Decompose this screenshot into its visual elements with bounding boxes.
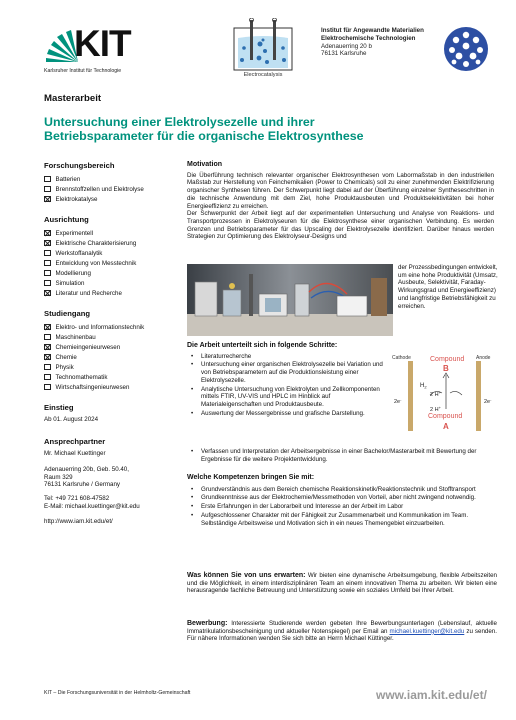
kit-logo <box>44 22 131 82</box>
ansprech-heading: Ansprechpartner <box>44 436 106 446</box>
sidebar <box>44 161 172 536</box>
checkbox-row <box>44 332 172 342</box>
checkbox-label: Entwicklung von Messtechnik <box>55 259 137 267</box>
cathode-label: Cathode <box>392 355 411 361</box>
checkbox-label: Literatur und Recherche <box>55 289 122 297</box>
e-right-label: 2e- <box>484 397 492 405</box>
contact-web[interactable]: http://www.iam.kit.edu/et/ <box>44 518 113 526</box>
checkbox-label: Chemieingenieurwesen <box>55 343 121 351</box>
address-line: 76131 Karlsruhe / Germany <box>44 481 121 489</box>
checkbox-icon[interactable] <box>44 290 51 297</box>
checkbox-row <box>44 238 172 248</box>
checkbox-label: Physik <box>55 363 74 371</box>
checkbox-label: Werkstoffanalytik <box>55 249 103 257</box>
schritt-item-wide-wrap <box>187 448 497 463</box>
checkbox-icon[interactable] <box>44 324 51 331</box>
page-title <box>44 115 484 143</box>
checkbox-label: Technomathematik <box>55 373 108 381</box>
checkbox-row <box>44 184 172 194</box>
kompetenz-item: • Grundverständnis aus dem Bereich chemische Reaktionskinetik/Reaktionstechnik und Stofftransport <box>187 486 497 494</box>
checkbox-row <box>44 342 172 352</box>
kompetenz-item: • Aufgeschlossener Charakter mit der Fähigkeit zur Zusammenarbeit und Kommunikation im Team. Selbständige Arbeitsweise und Motivation sich in ein neues Themengebiet einzuarbeiten. <box>187 512 497 527</box>
checkbox-row <box>44 352 172 362</box>
contact-phone-email <box>44 495 172 510</box>
footer-url[interactable]: www.iam.kit.edu/et/ <box>376 688 487 702</box>
checkbox-row <box>44 278 172 288</box>
title-line: Untersuchung einer Elektrolysezelle und ihrer <box>44 115 315 129</box>
schritt-item: • Auswertung der Messergebnisse und grafische Darstellung. <box>187 410 387 418</box>
hplus-upper-label: 2 H+ <box>430 390 441 398</box>
checkbox-label: Chemie <box>55 353 77 361</box>
checkbox-row <box>44 194 172 204</box>
ec-caption: Electrocatalysis <box>243 72 283 78</box>
checkbox-label: Brennstoffzellen und Elektrolyse <box>55 185 144 193</box>
einstieg-heading: Einstieg <box>44 403 74 412</box>
contact-name: Mr. Michael Kuettinger <box>44 449 106 457</box>
schritt-item: • Verfassen und Interpretation der Arbeitsergebnisse in einer Bachelor/Masterarbeit mit Bewertung der Ergebnisse für die weitere Projektentwicklung. <box>187 448 497 463</box>
institute-name: Institut für Angewandte Materialien <box>321 27 424 34</box>
kit-wordmark: KIT <box>74 23 131 64</box>
checkbox-label: Maschinenbau <box>55 333 96 341</box>
compound-a-label: Compound <box>428 413 463 420</box>
studiengang-list <box>44 322 172 392</box>
checkbox-label: Elektro- und Informationstechnik <box>55 323 145 331</box>
checkbox-label: Batterien <box>55 175 81 183</box>
checkbox-row <box>44 362 172 372</box>
checkbox-row <box>44 258 172 268</box>
electrolysis-setup-image <box>187 264 393 336</box>
schritt-item: • Analytische Untersuchung von Elektrolyten und Zellkomponenten mittels FTIR, UV-VIS und HPLC im Hinblick auf Materialeigenschaften und Produktausbeute. <box>187 386 387 409</box>
schritte-section <box>187 342 387 417</box>
checkbox-label: Elektrische Charakterisierung <box>55 239 137 247</box>
ausrichtung-list <box>44 228 172 298</box>
checkbox-icon[interactable] <box>44 196 51 203</box>
checkbox-icon[interactable] <box>44 176 51 183</box>
forschung-list <box>44 174 172 204</box>
checkbox-icon[interactable] <box>44 354 51 361</box>
checkbox-label: Simulation <box>55 279 85 287</box>
erwarten-section <box>187 572 497 595</box>
lab-setup-photo <box>187 264 393 336</box>
electrocatalysis-logo <box>232 18 294 80</box>
contact-email[interactable]: E-Mail: michael.kuettinger@kit.edu <box>44 502 140 510</box>
erwarten-text: Wir bieten eine dynamische Arbeitsumgebung, flexible Arbeitszeiten und die Möglichkeit, in einem interdisziplinären Team an einem innovativen Thema zu arbeiten. Wir bieten eine herausragende fachliche Betreuung und Unterstützung sowie ein soziales Umfeld bei Ihrer Arbeit. <box>187 572 497 595</box>
checkbox-icon[interactable] <box>44 364 51 371</box>
checkbox-icon[interactable] <box>44 374 51 381</box>
kompetenzen-heading: Welche Kompetenzen bringen Sie mit: <box>187 474 315 481</box>
schritte-heading: Die Arbeit unterteilt sich in folgende Schritte: <box>187 342 338 349</box>
checkbox-icon[interactable] <box>44 230 51 237</box>
ausrichtung-heading: Ausrichtung <box>44 215 89 224</box>
institute-sphere-logo <box>443 26 489 72</box>
compound-a-letter: A <box>443 422 449 431</box>
checkbox-row <box>44 288 172 298</box>
forschung-heading: Forschungsbereich <box>44 161 115 170</box>
checkbox-row <box>44 248 172 258</box>
checkbox-icon[interactable] <box>44 384 51 391</box>
checkbox-row <box>44 174 172 184</box>
anode-label: Anode <box>476 355 491 361</box>
checkbox-icon[interactable] <box>44 270 51 277</box>
erwarten-heading: Was können Sie von uns erwarten: <box>187 572 306 579</box>
checkbox-row <box>44 372 172 382</box>
institute-dept: Elektrochemische Technologien <box>321 34 416 42</box>
kompetenz-item: • Grundkenntnisse aus der Elektrochemie/Messmethoden von Vorteil, aber nicht zwingend notwendig. <box>187 494 497 502</box>
kompetenzen-section <box>187 474 497 527</box>
checkbox-label: Experimentell <box>55 229 93 237</box>
kompetenz-item: • Erste Erfahrungen in der Laborarbeit und Interesse an der Arbeit im Labor <box>187 503 497 511</box>
e-left-label: 2e- <box>394 397 402 405</box>
h2-label: $H_2$ <box>420 383 427 390</box>
checkbox-icon[interactable] <box>44 240 51 247</box>
checkbox-label: Wirtschaftsingenieurwesen <box>55 383 130 391</box>
einstieg-date: Ab 01. August 2024 <box>44 416 99 423</box>
motivation-p2: Der Schwerpunkt der Arbeit liegt auf der experimentellen Untersuchung und Analyse von Reaktions- und Transportprozessen in Elektrolyseuren für die Elektrosynthese einer organischen Verbindung. Es werden Grenzen und Betriebsparameter für das Upscaling der Elektrolysezelle identifiziert. Darüber hinaus werden Strategien zur Optimierung des Elektrolyseur-Designs und <box>187 210 494 241</box>
contact-phone: Tel: +49 721 608-47582 <box>44 494 110 502</box>
checkbox-icon[interactable] <box>44 334 51 341</box>
motivation-p3: der Prozessbedingungen entwickelt, um eine hohe Produktivität (Umsatz, Ausbeute, Selektivität, Faraday-Wirkungsgrad und Energieeffizienz) und langfristige Betriebsfähigkeit zu erreichen. <box>398 264 498 310</box>
address-line: Adenauerring 20b, Geb. 50.40, <box>44 466 129 474</box>
bewerbung-section <box>187 620 497 643</box>
checkbox-icon[interactable] <box>44 186 51 193</box>
checkbox-label: Modellierung <box>55 269 91 277</box>
electrolysis-scheme <box>390 353 498 435</box>
checkbox-label: Elektrokatalyse <box>55 195 98 203</box>
checkbox-icon[interactable] <box>44 344 51 351</box>
address-line: Raum 329 <box>44 473 73 481</box>
footer-left: KIT – Die Forschungsuniversität in der Helmholtz-Gemeinschaft <box>44 690 191 696</box>
hplus-lower-label: 2 H+ <box>430 405 441 413</box>
document-type: Masterarbeit <box>44 93 102 104</box>
bewerbung-heading: Bewerbung: <box>187 620 228 627</box>
institute-address <box>321 27 424 58</box>
checkbox-row <box>44 322 172 332</box>
kit-subline: Karlsruher Institut für Technologie <box>44 68 122 74</box>
motivation-p1: Die Überführung technisch relevanter organischer Elektrosynthesen vom Labormaßstab in den industriellen Maßstab zur Herstellung von Feinchemikalien (Power to Chemicals) soll zu einer zunehmenden Elektrifizierung organischer Synthesen führen. Der Schwerpunkt liegt dabei auf der Überführung einzelner Syntheseschritten in die technische Anwendung mit dem Ziel, hohe Produktausbeuten und Produktselektivitäten bei hoher Energieeffizienz zu erreichen. <box>187 171 494 210</box>
checkbox-icon[interactable] <box>44 260 51 267</box>
title-line: Betriebsparameter für die organische Elektrosynthese <box>44 129 364 144</box>
checkbox-row <box>44 382 172 392</box>
flask-icon <box>232 18 294 72</box>
bewerbung-text2: zu senden. Für nähere Informationen wenden Sie sich bitte an Herrn Michael Küttinger. <box>187 627 497 643</box>
contact-address <box>44 466 172 489</box>
schritt-item: • Untersuchung einer organischen Elektrolysezelle bei Variation und von Betriebsparametern auf die Produktionsleistung einer Elektrolysezelle. <box>187 361 387 384</box>
schritt-item: • Literaturrecherche <box>187 353 387 361</box>
checkbox-icon[interactable] <box>44 280 51 287</box>
bewerbung-email-link[interactable]: michael.kuettinger@kit.edu <box>389 627 465 635</box>
bewerbung-text1: Interessierte Studierende werden gebeten Ihre Bewerbungsunterlagen (Lebenslauf, aktuelle Immatrikulationsbescheinigung und aktueller Notenspiegel) per Email an <box>187 620 497 635</box>
motivation-section <box>187 161 494 241</box>
checkbox-row <box>44 268 172 278</box>
checkbox-row <box>44 228 172 238</box>
reaction-scheme-diagram <box>390 353 498 435</box>
institute-city: 76131 Karlsruhe <box>321 50 367 58</box>
checkbox-icon[interactable] <box>44 250 51 257</box>
motivation-heading: Motivation <box>187 161 222 168</box>
compound-b-label: Compound <box>430 356 465 363</box>
sphere-icon <box>443 26 489 72</box>
studiengang-heading: Studiengang <box>44 309 90 318</box>
institute-street: Adenauerring 20 b <box>321 42 372 50</box>
compound-b-letter: B <box>443 364 449 373</box>
